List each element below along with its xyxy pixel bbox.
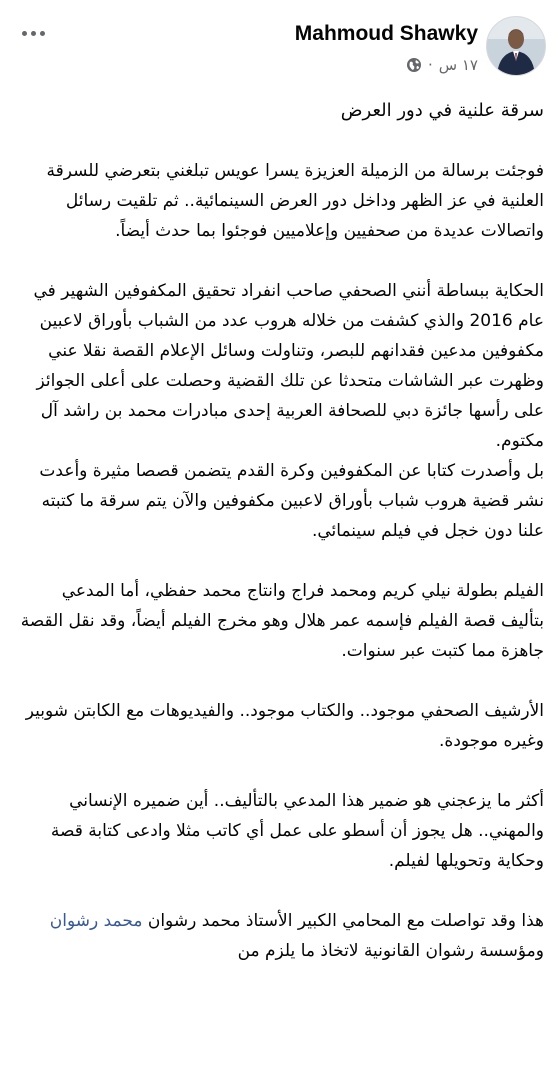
avatar[interactable] — [486, 16, 546, 76]
more-dot — [40, 31, 45, 36]
paragraph-text: ومؤسسة رشوان القانونية لاتخاذ ما يلزم من — [237, 941, 544, 961]
post-time[interactable]: ١٧ س — [438, 56, 478, 74]
post-title: سرقة علنية في دور العرض — [340, 100, 544, 121]
post-paragraph-last — [14, 906, 544, 966]
post-paragraph: فوجئت برسالة من الزميلة العزيزة يسرا عويس تبلغني بتعرضي للسرقة العلنية في عز الظهر وداخل دور العرض السينمائية.. ثم تلقيت رسائل واتصالات عديدة من صحفيين وإعلاميين فوجئوا بما حدث أيضاً. — [46, 161, 544, 241]
post-header — [0, 0, 558, 90]
post-paragraph: الحكاية ببساطة أنني الصحفي صاحب انفراد تحقيق المكفوفين الشهير في عام 2016 والذي كشفت من خلاله هروب عدد من الشباب بأوراق لاعبين مكفوفين مدعين فقدانهم للبصر، وتناولت وسائل الإعلام القصة نقلا عني وظهرت عبر الشاشات متحدثا عن تلك القضية وحصلت على أعلى الجوائز على رأسها جائزة دبي للصحافة العربية إحدى مبادرات محمد بن راشد آل مكتوم. — [33, 281, 544, 451]
post-paragraph: أكثر ما يزعجني هو ضمير هذا المدعي بالتأليف.. أين ضميره الإنساني والمهني.. هل يجوز أن أسطو على عمل أي كاتب مثلا وادعى كتابة قصة وحكاية وتحويلها لفيلم. — [50, 791, 544, 871]
more-dot — [31, 31, 36, 36]
more-options-icon[interactable] — [18, 22, 48, 44]
paragraph-text: هذا وقد تواصلت مع المحامي الكبير الأستاذ محمد رشوان — [147, 911, 544, 931]
globe-icon[interactable] — [406, 57, 422, 73]
post-paragraph: الأرشيف الصحفي موجود.. والكتاب موجود.. والفيديوهات مع الكابتن شوبير وغيره موجودة. — [25, 701, 544, 751]
post-paragraph: بل وأصدرت كتابا عن المكفوفين وكرة القدم يتضمن قصصا مثيرة وأعدت نشر قضية هروب شباب بأوراق لاعبين مكفوفين والآن يتم سرقة ما كتبته علنا دون خجل في فيلم سينمائي. — [39, 461, 544, 541]
author-name[interactable]: Mahmoud Shawky — [294, 22, 478, 45]
post-meta — [406, 56, 478, 74]
meta-separator: · — [428, 56, 433, 74]
post-body — [14, 96, 544, 996]
post-paragraph: الفيلم بطولة نيلي كريم ومحمد فراج وانتاج محمد حفظي، أما المدعي بتأليف قصة الفيلم فإسمه عمر هلال وهو مخرج الفيلم أيضاً، وقد نقل القصة جاهزة مما كتبت عبر سنوات. — [20, 581, 544, 661]
more-dot — [22, 31, 27, 36]
mention-link[interactable]: محمد رشوان — [49, 911, 143, 931]
